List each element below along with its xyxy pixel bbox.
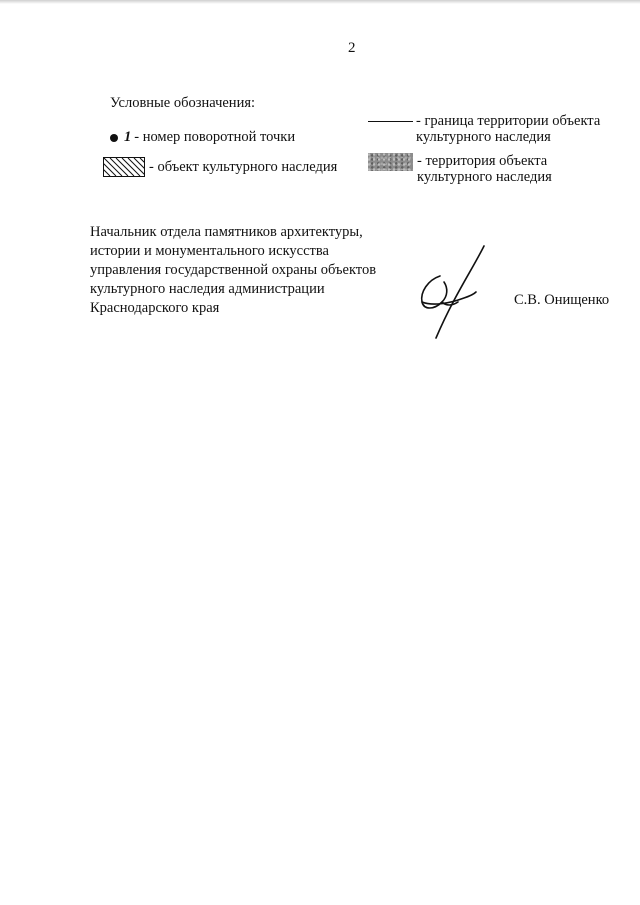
position-line: управления государственной охраны объектов <box>90 262 377 278</box>
legend-heritage-object <box>103 157 337 177</box>
shaded-territory-icon <box>368 153 413 171</box>
handwritten-signature <box>414 244 494 340</box>
point-number-sample: 1 <box>124 129 132 145</box>
position-line: культурного наследия администрации <box>90 281 325 297</box>
turning-point-label: - номер поворотной точки <box>134 129 296 145</box>
territory-label-line2: культурного наследия <box>417 169 552 185</box>
hatched-rectangle-icon <box>103 157 145 177</box>
point-marker-icon <box>110 134 118 142</box>
position-line: истории и монументального искусства <box>90 243 329 259</box>
boundary-label-line1: - граница территории объекта <box>416 113 601 129</box>
position-line: Краснодарского края <box>90 300 220 316</box>
legend-title: Условные обозначения: <box>110 95 256 111</box>
position-line: Начальник отдела памятников архитектуры, <box>90 224 363 240</box>
territory-label-line1: - территория объекта <box>417 153 548 169</box>
page-number: 2 <box>348 40 356 56</box>
signatory-position <box>90 223 410 318</box>
scan-top-edge <box>0 0 640 4</box>
signer-name: С.В. Онищенко <box>514 292 610 308</box>
legend-territory <box>368 153 617 185</box>
legend-boundary <box>368 113 616 145</box>
boundary-line-icon <box>368 121 413 122</box>
legend-turning-point <box>110 129 295 146</box>
boundary-label-line2: культурного наследия <box>416 129 551 145</box>
heritage-object-label: - объект культурного наследия <box>149 158 338 175</box>
